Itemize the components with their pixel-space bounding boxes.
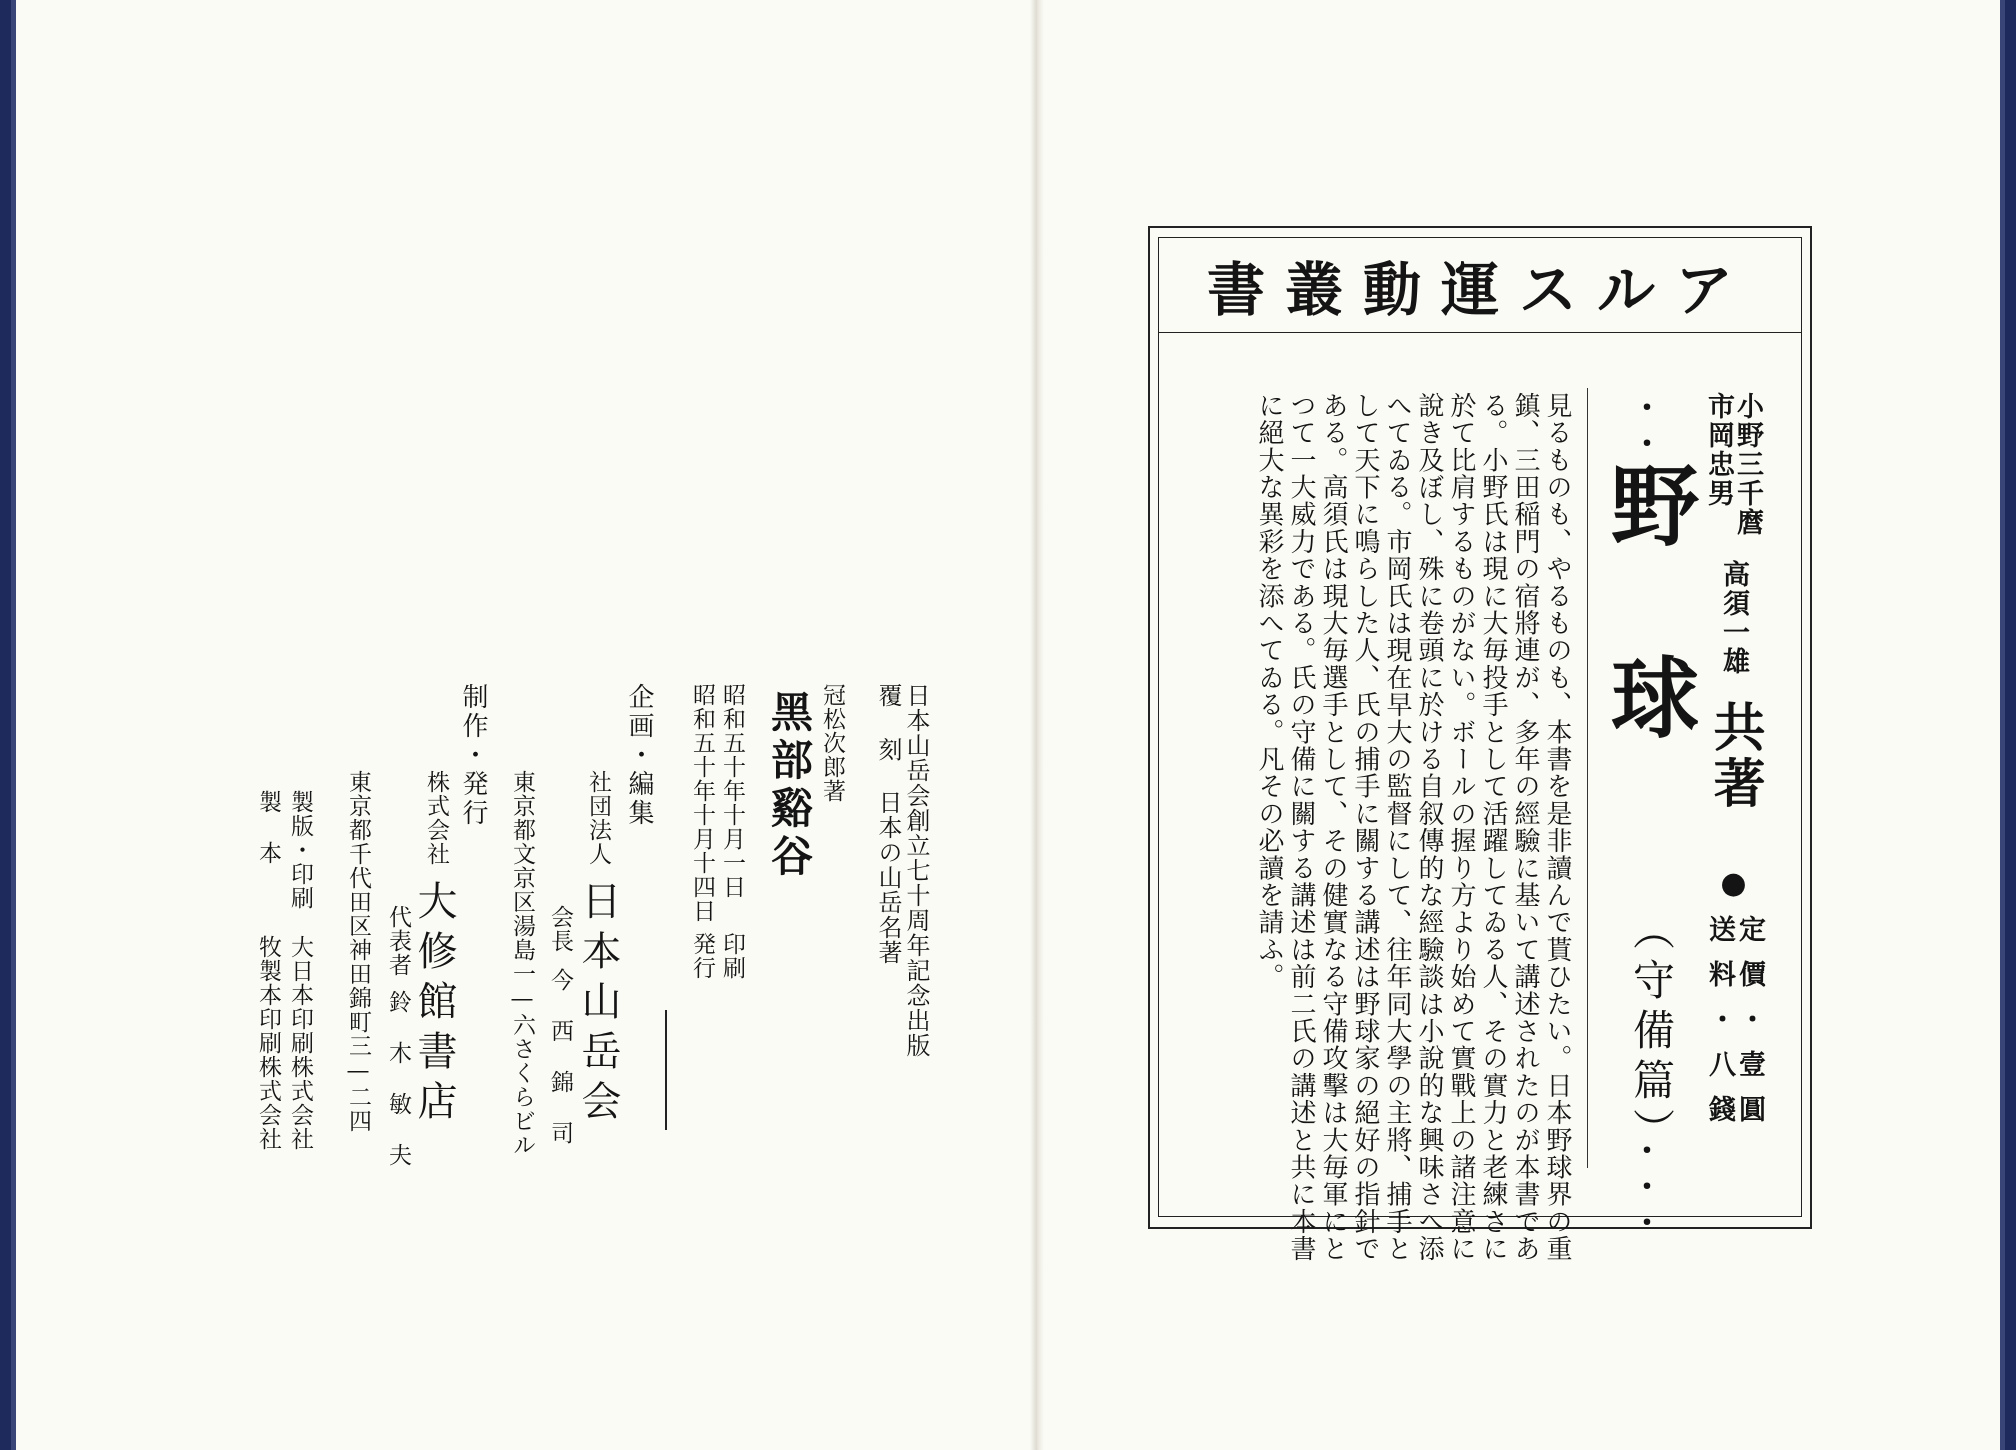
ad-body-line: ある。高須氏は現大毎選手として、その健實なる守備攻擊は大毎軍にと	[1318, 392, 1348, 1263]
print-date-label: 印刷	[719, 932, 745, 980]
printer-name: 大日本印刷株式会社	[287, 935, 313, 1151]
association-type: 社団法人	[585, 770, 611, 866]
author-credit: 冠松次郎著	[819, 683, 845, 803]
ad-bullet: ●	[1716, 866, 1751, 901]
ad-dots-bottom: ・・・	[1626, 1135, 1661, 1243]
ad-body-line: へてゐる。市岡氏は現在早大の監督にして、往年同大學の主將、捕手と	[1382, 392, 1412, 1263]
ad-body-line: 於て比肩するものがない。ボールの握り方より始めて實戰上の諸注意に	[1446, 392, 1476, 1263]
ad-author-3: 高須一雄	[1718, 560, 1749, 676]
ad-price: 定價・壹圓	[1734, 915, 1765, 1140]
fukkoku-label: 覆 刻	[874, 683, 902, 762]
page-gutter	[1030, 0, 1044, 1450]
president-label: 会長	[547, 905, 573, 953]
printing-label: 製版・印刷	[287, 790, 313, 910]
publish-date-label: 発行	[689, 932, 715, 980]
ad-body-line: つて一大威力である。氏の守備に關する講述は前二氏の講述と共に本書	[1286, 392, 1316, 1263]
production-label: 制作・発行	[458, 683, 488, 828]
ad-body-line: 見るものも、やるものも、本書を是非讀んで貰ひたい。日本野球界の重	[1542, 392, 1572, 1263]
publisher-name: 大修館書店	[411, 880, 457, 1130]
ad-series-title-text: アルス運動叢書	[1206, 256, 1753, 324]
ad-column-divider	[1587, 388, 1588, 1168]
ad-series-title	[1160, 248, 1800, 322]
company-type: 株式会社	[423, 770, 449, 866]
binder-name: 牧製本印刷株式会社	[255, 935, 281, 1151]
planning-label: 企画・編集	[624, 683, 654, 828]
series-name: 日本の山岳名著	[874, 790, 902, 965]
ad-book-title: 野 球	[1597, 460, 1701, 740]
series-line: 日本山岳会創立七十周年記念出版	[902, 683, 930, 1058]
ad-author-1: 小野三千麿	[1732, 392, 1763, 537]
binding-label: 製 本	[255, 790, 281, 865]
book-spine-right	[2000, 0, 2016, 1450]
ad-book-subtitle: （守備篇）	[1627, 908, 1676, 1158]
association-address: 東京都文京区湯島一—六さくらビル	[509, 770, 535, 1157]
president-name: 今 西 錦 司	[547, 968, 573, 1145]
ad-body-line: 說き及ぼし、殊に卷頭に於ける自叙傳的な經驗談は小說的な興味さへ添	[1414, 392, 1444, 1263]
ad-body-line: に絕大な異彩を添へてゐる。凡その必讀を請ふ。	[1254, 392, 1284, 991]
ad-title-separator	[1158, 332, 1802, 333]
publish-date: 昭和五十年十月十四日	[689, 683, 715, 923]
ad-author-2: 市岡忠男	[1703, 392, 1734, 508]
colophon-book-title: 黑部谿谷	[765, 690, 814, 882]
colophon-rule	[665, 1010, 667, 1130]
ad-body-line: る。小野氏は現に大毎投手として活躍してゐる人、その實力と老練さに	[1478, 392, 1508, 1263]
representative-label: 代表者	[385, 905, 411, 977]
book-spine-left	[0, 0, 16, 1450]
association-name: 日本山岳会	[575, 880, 621, 1130]
ad-body-line: して天下に鳴らした人、氏の捕手に關する講述は野球家の絕好の指針で	[1350, 392, 1380, 1263]
ad-joint-authorship: 共著	[1704, 700, 1765, 812]
print-date: 昭和五十年十月一日	[719, 683, 745, 899]
ad-body-line: 鎮、三田稲門の宿將連が、多年の經驗に基いて講述されたのが本書であ	[1510, 392, 1540, 1263]
publisher-address: 東京都千代田区神田錦町三—二四	[345, 770, 371, 1133]
ad-shipping: 送料・八錢	[1704, 915, 1735, 1140]
representative-name: 鈴 木 敏 夫	[385, 990, 411, 1167]
ad-dots-top: ・・	[1626, 392, 1661, 464]
